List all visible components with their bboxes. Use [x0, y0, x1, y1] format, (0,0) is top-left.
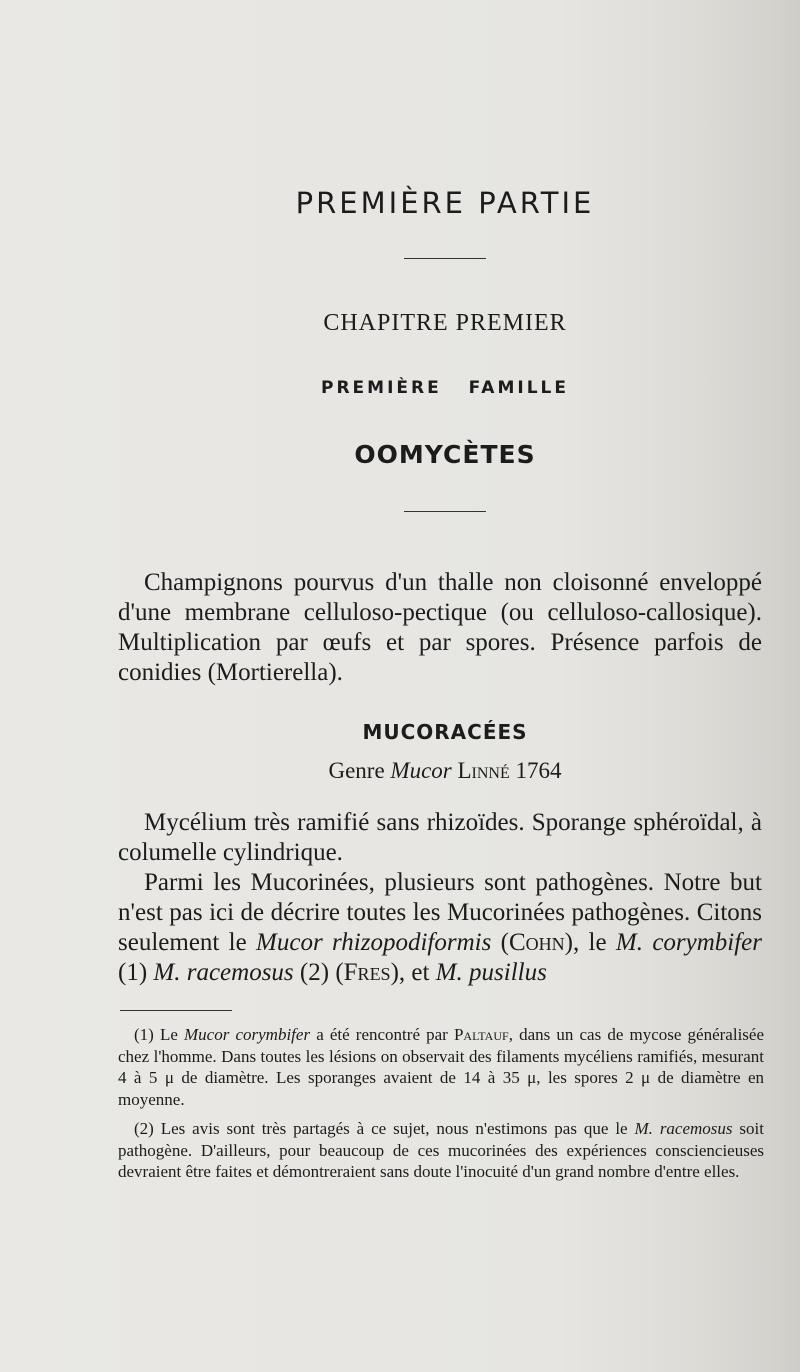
author-fres: Fres [343, 959, 391, 986]
genus-heading [0, 758, 800, 784]
p2-text-f: ), et [390, 959, 436, 986]
intro-text: Champignons pourvus d'un thalle non cloisonné enveloppé d'une membrane celluloso-pectique (ou celluloso-callosique). Multiplication par œufs et par spores. Présence parfois de conidies (Mortierella). [118, 569, 762, 686]
genus-name: Mucor [390, 758, 452, 783]
fn1-text-a: (1) Le [134, 1025, 185, 1044]
species-pusillus: M. pusillus [435, 959, 547, 986]
species-rhizopodiformis: Mucor rhizopodiformis [256, 929, 492, 956]
p2-text-a: Parmi les Mucorinées, plusieurs sont pathogènes. Notre but n'est pas ici de décrire toutes les Mucorinées pathogènes. Citons seulement le [118, 869, 762, 956]
species-corymbifer: M. corymbifer [615, 929, 763, 956]
fn2-text-a: (2) Les avis sont très partagés à ce sujet, nous n'estimons pas que le [134, 1119, 635, 1138]
p2-text-c: ), le [564, 929, 616, 956]
family-label: PREMIÈRE FAMILLE [321, 378, 569, 398]
genus-author: Linné [457, 758, 510, 783]
fn1-species: Mucor corymbifer [184, 1025, 311, 1044]
part-title: PREMIÈRE PARTIE [295, 186, 595, 220]
fn2-species: M. racemosus [634, 1119, 733, 1138]
family-name: OOMYCÈTES [354, 440, 536, 469]
footnote-1 [118, 1024, 764, 1110]
footnote-divider [120, 1010, 232, 1011]
author-cohn: Cohn [508, 929, 565, 956]
p2-text-b: ( [491, 929, 509, 956]
footnote-2 [118, 1118, 764, 1183]
chapter-heading: CHAPITRE PREMIER [323, 310, 567, 336]
species-racemosus: M. racemosus [153, 959, 294, 986]
body-paragraph-2 [118, 868, 762, 988]
fn1-text-c: , dans un cas de mycose généralisée chez l'homme. Dans toutes les lésions on observait des filaments mycéliens ramifiés, mesurant 4 à 5 μ de diamètre. Les sporanges avaient de 14 à 35 μ, les spores 2 μ de diamètre en moyenne. [118, 1025, 764, 1109]
intro-paragraph [118, 568, 762, 688]
body-text [118, 808, 762, 988]
p2-text-e: (2) ( [293, 959, 344, 986]
fn1-text-b: a été rencontré par [310, 1025, 454, 1044]
genus-prefix: Genre [328, 758, 391, 783]
footnotes [118, 1024, 764, 1191]
genus-year: 1764 [515, 758, 562, 783]
family-divider [404, 511, 486, 512]
fn1-author: Paltauf [453, 1025, 509, 1044]
p2-text-d: (1) [118, 959, 154, 986]
title-divider [404, 258, 486, 259]
body-paragraph-1: Mycélium très ramifié sans rhizoïdes. Sporange sphéroïdal, à columelle cylindrique. [118, 809, 762, 866]
fn2-text-b: soit pathogène. D'ailleurs, pour beaucoup de ces mucorinées des expériences consciencieuses devraient être faites et démontreraient sans doute l'inocuité d'un grand nombre d'entre elles. [118, 1119, 764, 1181]
section-title: MUCORACÉES [362, 720, 528, 744]
